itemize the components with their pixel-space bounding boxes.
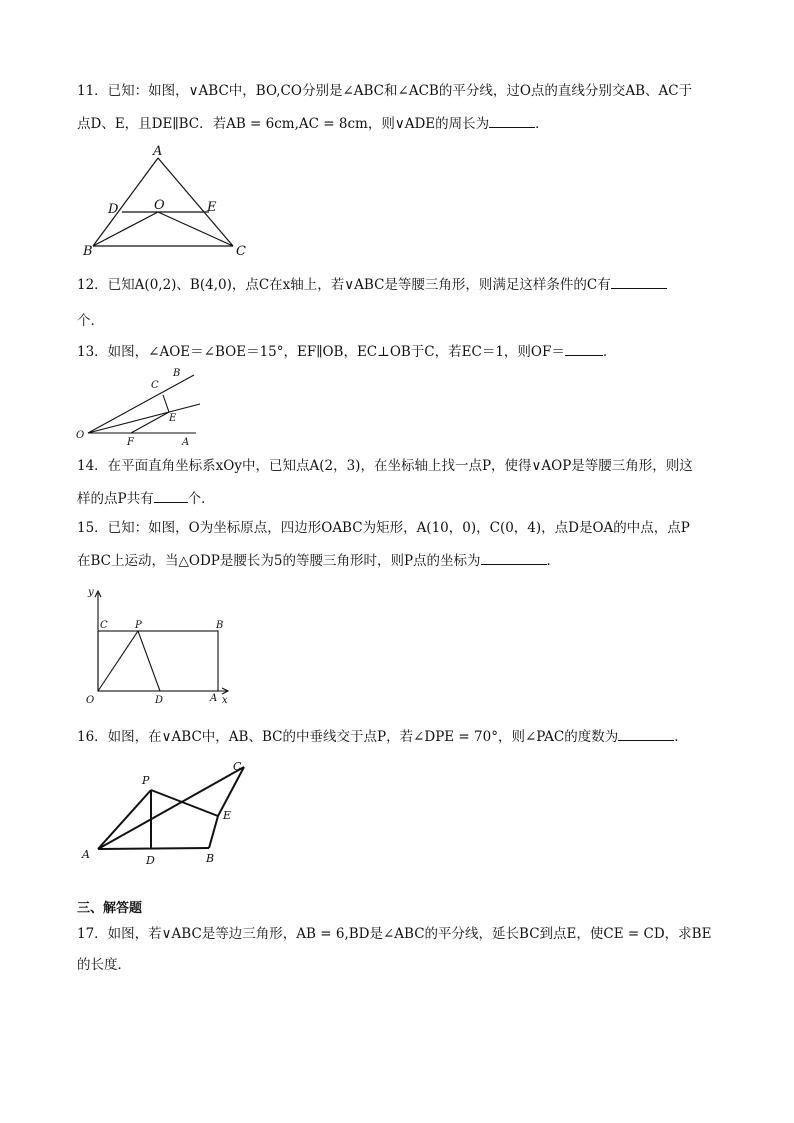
- answer-blank: [565, 341, 603, 356]
- q13-label-b: B: [173, 368, 181, 379]
- q11-label-a: A: [153, 144, 163, 159]
- q16-label-c: C: [233, 760, 242, 773]
- q13-line1: 13．如图，∠AOE＝∠BOE＝15°，EF∥OB，EC⊥OB于C，若EC＝1，则OF＝ ．: [77, 341, 616, 362]
- q13-label-f: F: [127, 437, 134, 448]
- section-title: 三、解答题: [77, 901, 143, 916]
- q11-label-d: D: [108, 202, 119, 217]
- answer-blank: [489, 113, 535, 128]
- answer-blank: [618, 726, 674, 741]
- q12-line2: 个．: [77, 313, 104, 329]
- q13-label-o: O: [76, 430, 85, 441]
- q15-label-o: O: [86, 695, 95, 706]
- q11-label-b: B: [83, 244, 93, 259]
- q15-label-x: x: [222, 695, 228, 706]
- q16-label-a: A: [82, 848, 90, 861]
- answer-blank: [154, 488, 188, 503]
- q16-line1: 16．如图，在∨ABC中，AB、BC的中垂线交于点P，若∠DPE = 70°，则∠PAC的度数为 ．: [77, 726, 688, 747]
- q11-label-c: C: [236, 244, 246, 259]
- q12-line1: 12．已知A(0,2)、B(4,0)，点C在x轴上，若∨ABC是等腰三角形，则满足这样条件的C有: [77, 274, 667, 295]
- q16-figure: [78, 756, 248, 868]
- q17-line1: 17．如图，若∨ABC是等边三角形，AB = 6,BD是∠ABC的平分线，延长BC到点E，使CE = CD，求BE: [77, 926, 712, 942]
- q11-label-e: E: [207, 200, 217, 215]
- q15-label-y: y: [88, 587, 94, 598]
- q11-line2: 点D、E，且DE∥BC．若AB = 6cm,AC = 8cm，则∨ADE的周长为 ．: [77, 113, 549, 134]
- q13-label-a: A: [182, 437, 190, 448]
- q15-label-b: B: [216, 620, 224, 631]
- q15-figure: [82, 583, 242, 708]
- q16-label-b: B: [206, 852, 215, 865]
- q13-label-c: C: [151, 380, 159, 391]
- q15-label-a: A: [210, 693, 218, 704]
- q14-line1: 14．在平面直角坐标系xOy中，已知点A(2，3)，在坐标轴上找一点P，使得∨AOP是等腰三角形，则这: [77, 458, 693, 474]
- q15-line1: 15．已知：如图，O为坐标原点，四边形OABC为矩形，A(10，0)，C(0，4)，点D是OA的中点，点P: [77, 520, 690, 536]
- answer-blank: [481, 550, 547, 565]
- q11-label-o: O: [154, 198, 165, 213]
- q15-label-d: D: [155, 695, 164, 706]
- q16-label-d: D: [146, 854, 155, 867]
- q11-line1: 11．已知：如图，∨ABC中，BO,CO分别是∠ABC和∠ACB的平分线，过O点的直线分别交AB、AC于: [77, 83, 693, 99]
- q13-figure: [72, 363, 212, 448]
- q16-label-e: E: [223, 809, 232, 822]
- q15-label-p: P: [135, 620, 142, 631]
- q14-line2: 样的点P共有 个．: [77, 488, 215, 509]
- answer-blank: [611, 274, 667, 289]
- q15-label-c: C: [100, 620, 108, 631]
- q16-label-p: P: [142, 774, 150, 787]
- q11-figure: [80, 143, 260, 258]
- q13-label-e: E: [169, 413, 177, 424]
- q17-line2: 的长度．: [77, 957, 131, 973]
- q15-line2: 在BC上运动，当△ODP是腰长为5的等腰三角形时，则P点的坐标为 ．: [77, 550, 560, 571]
